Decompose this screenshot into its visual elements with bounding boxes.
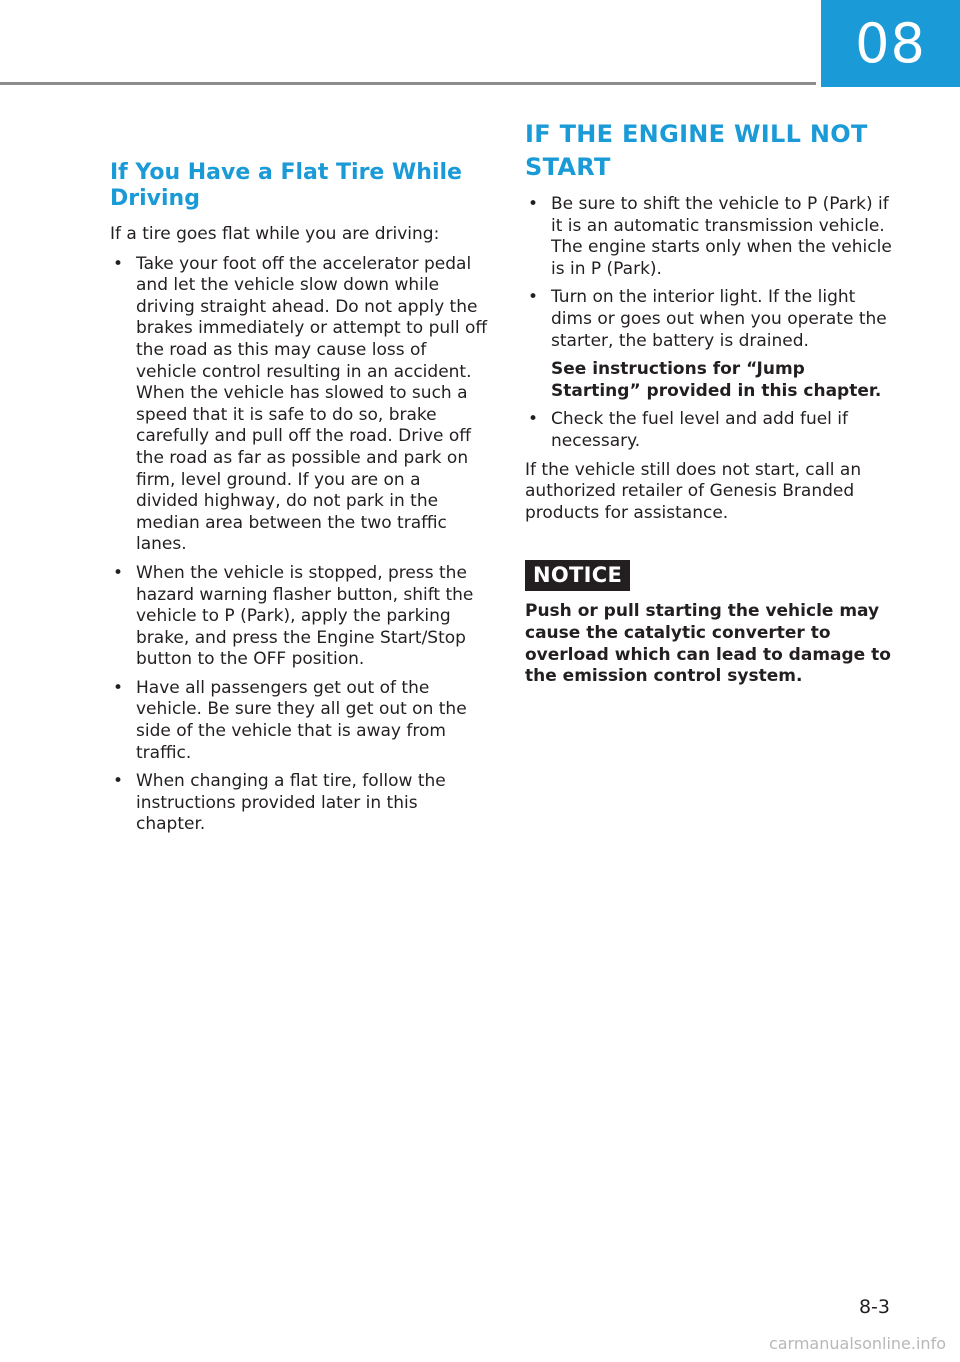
list-item [110,254,488,556]
flat-tire-intro: If a tire goes flat while you are driving: [110,224,440,244]
chapter-tab [821,0,960,87]
list-item [110,563,488,671]
flat-tire-subheading: If You Have a Flat Tire While Driving [110,160,462,211]
right-column [525,118,897,688]
page-number: 8-3 [858,1296,890,1318]
list-item [110,678,488,764]
list-item [110,771,488,836]
flat-tire-bullet-list [110,254,488,836]
left-column [110,160,488,843]
header-rule [0,82,816,85]
notice-text: Push or pull starting the vehicle may cause the catalytic converter to overload which can lead to damage to the emission control system. [525,601,891,687]
bullet-icon: • [113,677,124,698]
list-item-text: Take your foot off the accelerator pedal and let the vehicle slow down while driving straight ahead. Do not apply the brakes immediately or attempt to pull off the road as this may cause loss of vehicle control resulting in an accident. When the vehicle has slowed to such a speed that it is safe to do so, brake carefully and pull off the road. Drive off the road as far as possible and park on firm, level ground. If you are on a divided highway, do not park in the median area between the two traffic lanes. [136,253,488,555]
jump-starting-reference: See instructions for “Jump Starting” provided in this chapter. [551,359,882,401]
list-item-text: Have all passengers get out of the vehicle. Be sure they all get out on the side of the vehicle that is away from traffic. [136,677,467,763]
bullet-icon: • [113,771,124,792]
bullet-icon: • [113,253,124,274]
list-item [525,194,897,280]
list-item-text: When the vehicle is stopped, press the hazard warning flasher button, shift the vehicle to P (Park), apply the parking brake, and press the Engine Start/Stop button to the OFF position. [136,562,474,670]
bullet-icon: • [528,409,539,430]
list-item-text: Check the fuel level and add fuel if necessary. [551,409,849,451]
engine-start-bullet-list [525,194,897,453]
bullet-icon: • [528,194,539,214]
engine-start-closing: If the vehicle still does not start, call an authorized retailer of Genesis Branded products for assistance. [525,459,862,523]
chapter-number: 08 [855,12,926,75]
bullet-icon: • [528,287,539,308]
notice-badge: NOTICE [525,560,630,591]
engine-start-heading: IF THE ENGINE WILL NOT START [525,120,868,181]
list-item-text: Be sure to shift the vehicle to P (Park) if it is an automatic transmission vehicle. The engine starts only when the vehicle is in P (Park). [551,194,892,279]
bullet-icon: • [113,562,124,583]
list-item-text: Turn on the interior light. If the light dims or goes out when you operate the starter, the battery is drained. [551,287,887,351]
list-item [525,287,897,402]
list-item-text: When changing a flat tire, follow the instructions provided later in this chapter. [136,771,446,835]
list-item [525,409,897,452]
watermark-text: carmanualsonline.info [768,1334,946,1353]
